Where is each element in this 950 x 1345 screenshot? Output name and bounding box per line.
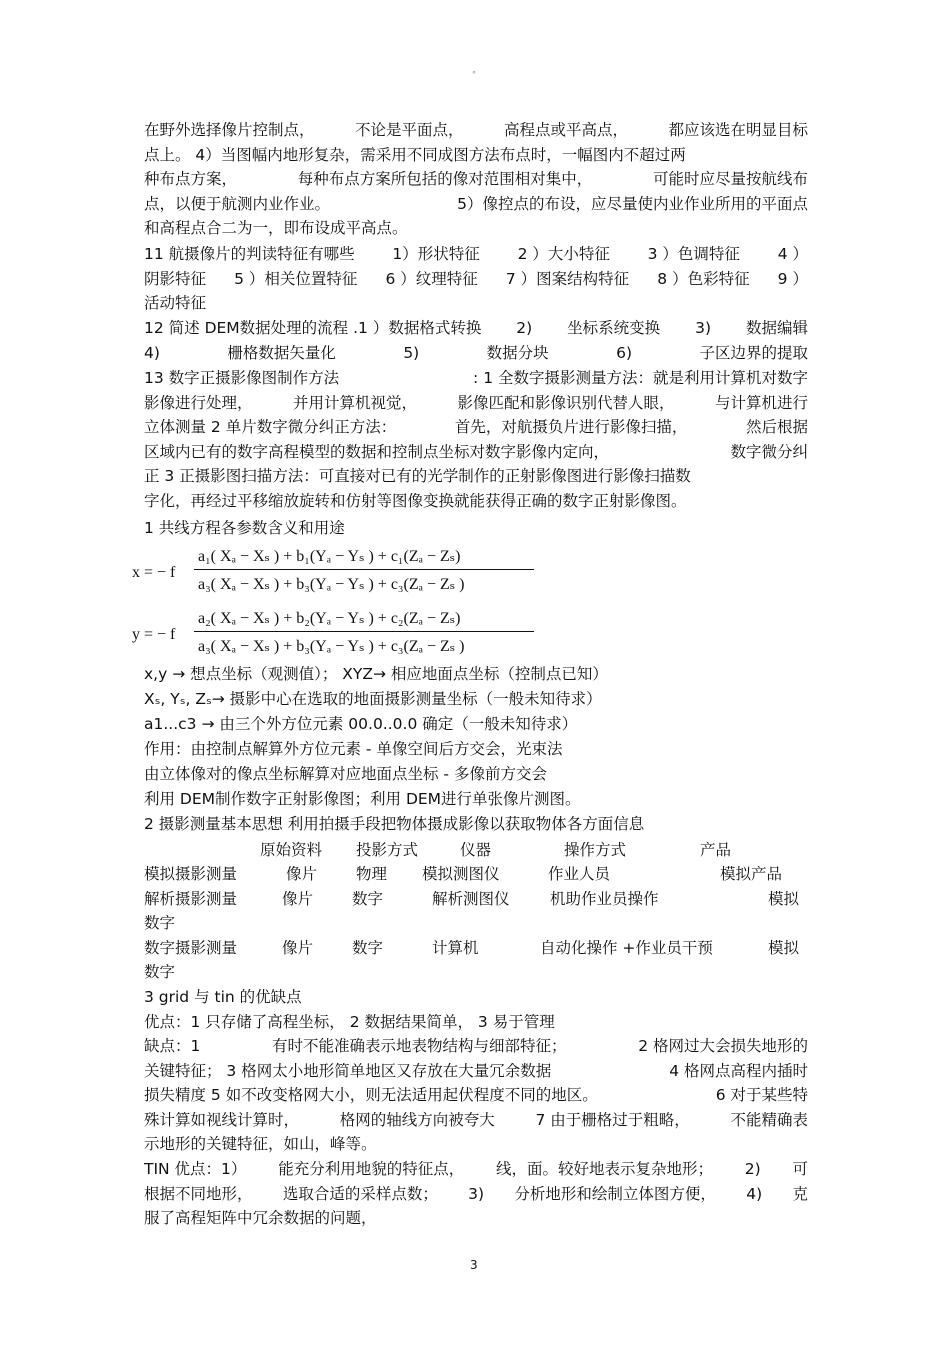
text-segment: 服了高程矩阵中冗余数据的问题， — [144, 1209, 377, 1227]
text-line — [144, 1036, 808, 1056]
text-segment: 数据编辑 — [745, 319, 808, 337]
table-cell: 解析摄影测量 — [144, 890, 238, 908]
text-segment: 9 ） — [777, 269, 808, 288]
text-segment: 分析地形和绘制立体图方便， — [514, 1184, 716, 1203]
text-segment: 点上。 4）当图幅内地形复杂，需采用不同成图方法布点时，一幅图内不超过两 — [144, 145, 686, 164]
text-segment: 2 ）大小特征 — [517, 245, 610, 263]
equation-x-numerator: a₁( Xₐ − Xₛ ) + b₁(Yₐ − Yₛ ) + c₁(Zₐ − Zₛ) — [198, 548, 461, 565]
table-cell: 像片 — [282, 939, 314, 957]
text-segment: 影像匹配和影像识别代替人眼， — [457, 393, 675, 412]
text-segment: 首先，对航摄负片进行影像扫描， — [454, 418, 688, 436]
text-segment: 3) — [695, 319, 711, 337]
text-segment: 可能时应尽量按航线布 — [652, 170, 808, 188]
text-segment: 不能精确表 — [730, 1110, 808, 1129]
text-segment: 立体测量 2 单片数字微分纠正方法： — [144, 418, 397, 436]
text-segment: 数字微分纠 — [730, 442, 808, 461]
text-line — [144, 1159, 808, 1179]
text-segment: 坐标系统变换 — [567, 319, 661, 337]
text-segment: 11 航摄像片的判读特征有哪些 — [144, 245, 355, 263]
text-segment: 选取合适的采样点数； — [282, 1184, 438, 1203]
text-line — [144, 491, 808, 511]
text-segment: 活动特征 — [144, 294, 207, 312]
text-line: x,y → 想点坐标（观测值）； XYZ→ 相应地面点坐标（控制点已知） — [144, 665, 608, 683]
equation-y-numerator: a₂( Xₐ − Xₛ ) + b₂(Yₐ − Yₛ ) + c₂(Zₐ − Zₛ) — [198, 610, 461, 627]
equation-y-lhs: y = − f — [132, 626, 176, 643]
table-row-wrap — [144, 911, 808, 931]
table-cell: 模拟测图仪 — [422, 865, 500, 883]
photogrammetry-title: 2 摄影测量基本思想 利用拍摄手段把物体摄成影像以获取物体各方面信息 — [144, 815, 645, 833]
text-segment: 6 ）纹理特征 — [385, 269, 478, 288]
text-segment: 1）形状特征 — [392, 245, 480, 263]
table-cell: 像片 — [286, 865, 318, 883]
text-line: 作用：由控制点解算外方位元素 - 单像空间后方交会，光束法 — [144, 740, 563, 758]
text-line — [144, 1184, 808, 1204]
table-cell: 模拟产品 — [720, 865, 783, 883]
text-line — [144, 218, 808, 238]
table-cell: 模拟 — [768, 939, 800, 957]
table-cell: 数字 — [352, 890, 384, 908]
text-segment: 格网的轴线方向被夸大 — [339, 1110, 495, 1129]
comparison-table-header — [144, 838, 808, 858]
text-segment: 5）像控点的布设，应尽量使内业作业所用的平面点 — [457, 194, 808, 213]
equation-x-denominator: a₃( Xₐ − Xₛ ) + b₃(Yₐ − Yₛ ) + c₃(Zₐ − Zₛ ) — [198, 576, 465, 593]
text-segment: 并用计算机视觉， — [292, 393, 417, 412]
table-row-wrap — [144, 960, 808, 980]
text-line — [144, 442, 808, 462]
table-cell: 自动化操作 +作业员干预 — [540, 939, 713, 957]
text-line — [144, 194, 808, 214]
text-line: 由立体像对的像点坐标解算对应地面点坐标 - 多像前方交会 — [144, 765, 547, 783]
text-segment: 然后根据 — [745, 418, 808, 436]
text-segment: 殊计算如视线计算时， — [144, 1110, 300, 1129]
text-segment: 5) — [403, 343, 420, 362]
text-segment: 种布点方案， — [144, 170, 238, 188]
table-header-cell: 操作方式 — [564, 841, 627, 859]
table-header-cell: 仪器 — [460, 841, 492, 859]
text-segment: 关键特征； 3 格网太小地形简单地区又存放在大量冗余数据 — [144, 1061, 552, 1080]
text-segment: 3 ）色调特征 — [647, 245, 740, 263]
header-mark: ° — [472, 70, 476, 79]
text-segment: 2) — [744, 1160, 761, 1178]
text-segment: 区域内已有的数字高程模型的数据和控制点坐标对数字影像内定向， — [144, 442, 610, 461]
text-segment: 4 ） — [777, 245, 808, 263]
text-segment: 与计算机进行 — [714, 393, 808, 412]
text-segment: 影像进行处理， — [144, 393, 253, 412]
text-segment: 不论是平面点， — [354, 121, 464, 139]
table-cell: 计算机 — [432, 939, 479, 957]
text-segment: 有时不能准确表示地表物结构与细部特征； — [272, 1037, 567, 1055]
text-segment: 2 格网过大会损失地形的 — [638, 1037, 808, 1055]
equation-x-lhs: x = − f — [132, 564, 176, 581]
table-cell: 数字 — [144, 963, 176, 981]
table-header-cell: 产品 — [700, 841, 732, 859]
text-line — [144, 145, 808, 165]
page-number: 3 — [470, 1258, 478, 1272]
equation-y-denominator: a₃( Xₐ − Xₛ ) + b₃(Yₐ − Yₛ ) + c₃(Zₐ − Zₛ ) — [198, 638, 465, 655]
text-line — [144, 466, 808, 486]
text-segment: 损失精度 5 如不改变格网大小，则无法适用起伏程度不同的地区。 — [144, 1086, 598, 1104]
text-segment: TIN 优点：1） — [144, 1160, 247, 1178]
text-segment: 阴影特征 — [144, 269, 207, 288]
grid-tin-title: 3 grid 与 tin 的优缺点 — [144, 988, 302, 1006]
text-line — [144, 244, 808, 264]
text-segment: 线，面。较好地表示复杂地形； — [495, 1160, 713, 1178]
text-segment: 示地形的关键特征，如山，峰等。 — [144, 1135, 377, 1153]
text-segment: 高程点或平高点， — [503, 121, 628, 139]
equation-y-fraction — [194, 608, 534, 656]
text-line — [144, 417, 808, 437]
text-line — [144, 343, 808, 363]
text-segment: 4) — [746, 1184, 763, 1203]
text-segment: 6 对于某些特 — [715, 1086, 808, 1104]
text-line — [144, 1061, 808, 1081]
text-line — [144, 169, 808, 189]
text-line — [144, 368, 808, 388]
text-line — [144, 318, 808, 338]
table-cell: 作业人员 — [548, 865, 611, 883]
collinearity-title: 1 共线方程各参数含义和用途 — [144, 519, 345, 537]
table-header-cell: 原始资料 — [260, 841, 323, 859]
text-segment: 13 数字正摄影像图制作方法 — [144, 369, 340, 387]
text-segment: 克 — [792, 1184, 808, 1203]
table-cell: 模拟摄影测量 — [144, 865, 238, 883]
text-segment: 4) — [144, 343, 160, 362]
text-line: Xₛ, Yₛ, Zₛ→ 摄影中心在选取的地面摄影测量坐标（一般未知待求） — [144, 690, 602, 708]
text-segment: 缺点：1 — [144, 1037, 201, 1055]
table-cell: 数字 — [352, 939, 384, 957]
text-segment: 每种布点方案所包括的像对范围相对集中， — [297, 170, 593, 188]
table-cell: 物理 — [356, 865, 388, 883]
table-cell: 机助作业员操作 — [550, 890, 659, 908]
text-line: a1...c3 → 由三个外方位元素 00.0..0.0 确定（一般未知待求） — [144, 715, 578, 733]
text-segment: 正 3 正摄影图扫描方法：可直接对已有的光学制作的正射影像图进行影像扫描数 — [144, 467, 691, 485]
text-line — [144, 1134, 808, 1154]
text-segment: 12 简述 DEM数据处理的流程 .1 ）数据格式转换 — [144, 319, 482, 337]
text-line — [144, 393, 808, 413]
text-line — [144, 1085, 808, 1105]
text-segment: 5 ）相关位置特征 — [234, 269, 358, 288]
text-line: 利用 DEM制作数字正射影像图；利用 DEM进行单张像片测图。 — [144, 790, 581, 808]
text-segment: 4 格网点高程内插时 — [669, 1061, 808, 1080]
text-segment: 8 ）色彩特征 — [657, 269, 750, 288]
text-segment: 根据不同地形， — [144, 1184, 253, 1203]
table-cell: 解析测图仪 — [432, 890, 510, 908]
table-cell: 数字 — [144, 914, 176, 932]
text-segment: 在野外选择像片控制点， — [144, 121, 315, 139]
text-line — [144, 1110, 808, 1130]
table-cell: 数字摄影测量 — [144, 939, 238, 957]
text-segment: 能充分利用地貌的特征点， — [278, 1160, 465, 1178]
text-segment: 7 ）图案结构特征 — [505, 269, 630, 288]
text-segment: 和高程点合二为一，即布设成平高点。 — [144, 219, 408, 237]
text-segment: 子区边界的提取 — [699, 343, 808, 362]
table-cell: 像片 — [282, 890, 314, 908]
text-segment: 6) — [616, 343, 633, 362]
equation-x-fraction — [194, 546, 534, 594]
table-row — [144, 887, 808, 907]
text-line — [144, 293, 808, 313]
text-line — [144, 1208, 808, 1228]
text-segment: 可 — [792, 1160, 808, 1178]
grid-pros: 优点：1 只存储了高程坐标， 2 数据结果简单， 3 易于管理 — [144, 1013, 555, 1031]
text-segment: 点，以便于航测内业作业。 — [144, 194, 331, 213]
text-segment: 2) — [516, 319, 533, 337]
text-segment: 都应该选在明显目标 — [668, 121, 808, 139]
text-line — [144, 120, 808, 140]
text-segment: : 1 全数字摄影测量方法：就是利用计算机对数字 — [473, 369, 808, 387]
text-segment: 数据分块 — [486, 343, 549, 362]
table-header-cell: 投影方式 — [356, 841, 419, 859]
table-row — [144, 936, 808, 956]
text-segment: 栅格数据矢量化 — [227, 343, 336, 362]
table-row — [144, 862, 808, 882]
text-segment: 字化，再经过平移缩放旋转和仿射等图像变换就能获得正确的数字正射影像图。 — [144, 491, 687, 510]
text-segment: 3) — [468, 1184, 485, 1203]
text-line — [144, 269, 808, 289]
table-cell: 模拟 — [768, 890, 800, 908]
text-segment: 7 由于栅格过于粗略， — [535, 1110, 690, 1129]
